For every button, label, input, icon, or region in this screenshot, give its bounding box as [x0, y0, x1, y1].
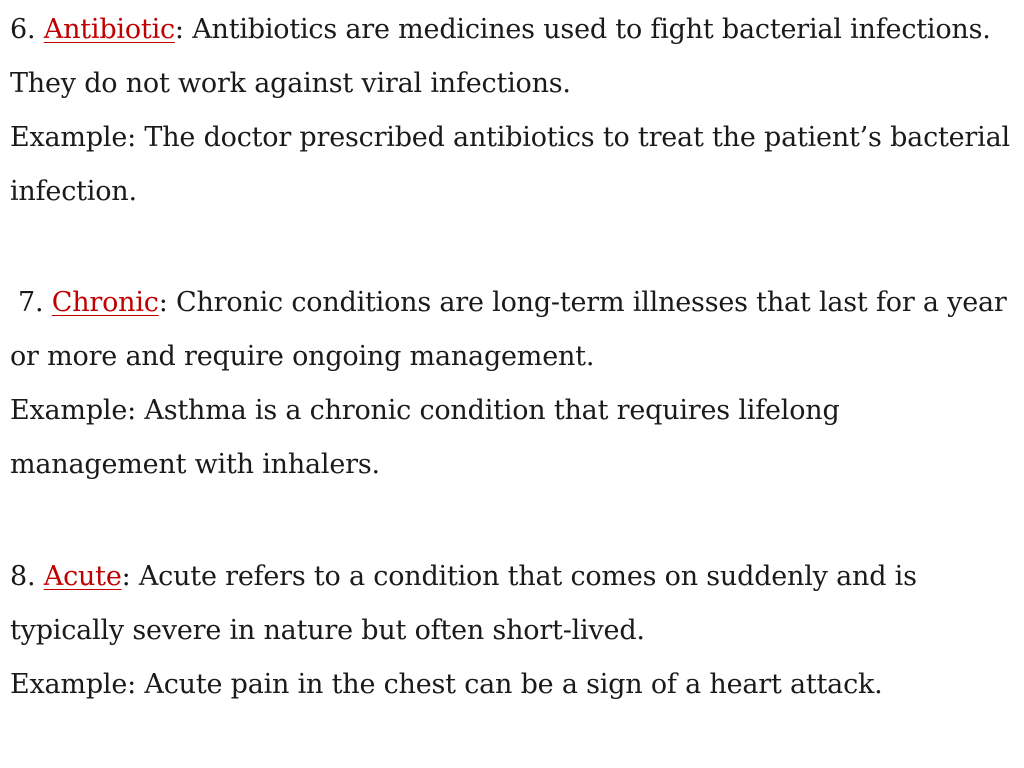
definition-paragraph	[10, 276, 1014, 384]
entry-number: 8.	[10, 561, 36, 592]
term-antibiotic: Antibiotic	[43, 14, 175, 45]
example-text: Example: The doctor prescribed antibiotics to treat the patient’s bacterial infection.	[10, 122, 1010, 207]
entry-number: 6.	[10, 14, 36, 45]
example-text: Example: Acute pain in the chest can be a sign of a heart attack.	[10, 669, 883, 700]
example-text: Example: Asthma is a chronic condition that requires lifelong management with inhalers.	[10, 395, 840, 480]
term-acute: Acute	[43, 561, 122, 592]
entry-number: 7.	[18, 287, 44, 318]
definition-text: : Acute refers to a condition that comes on suddenly and is typically severe in nature but often short-lived.	[10, 561, 917, 646]
glossary-entry-acute	[10, 550, 1014, 712]
definition-text: : Chronic conditions are long-term illnesses that last for a year or more and require ongoing management.	[10, 287, 1007, 372]
glossary-entry-chronic	[10, 276, 1014, 492]
definition-paragraph	[10, 550, 1014, 658]
definition-paragraph	[10, 3, 1014, 111]
definition-text: : Antibiotics are medicines used to fight bacterial infections. They do not work against viral infections.	[10, 14, 991, 99]
term-chronic: Chronic	[51, 287, 159, 318]
glossary-entry-antibiotic	[10, 3, 1014, 219]
